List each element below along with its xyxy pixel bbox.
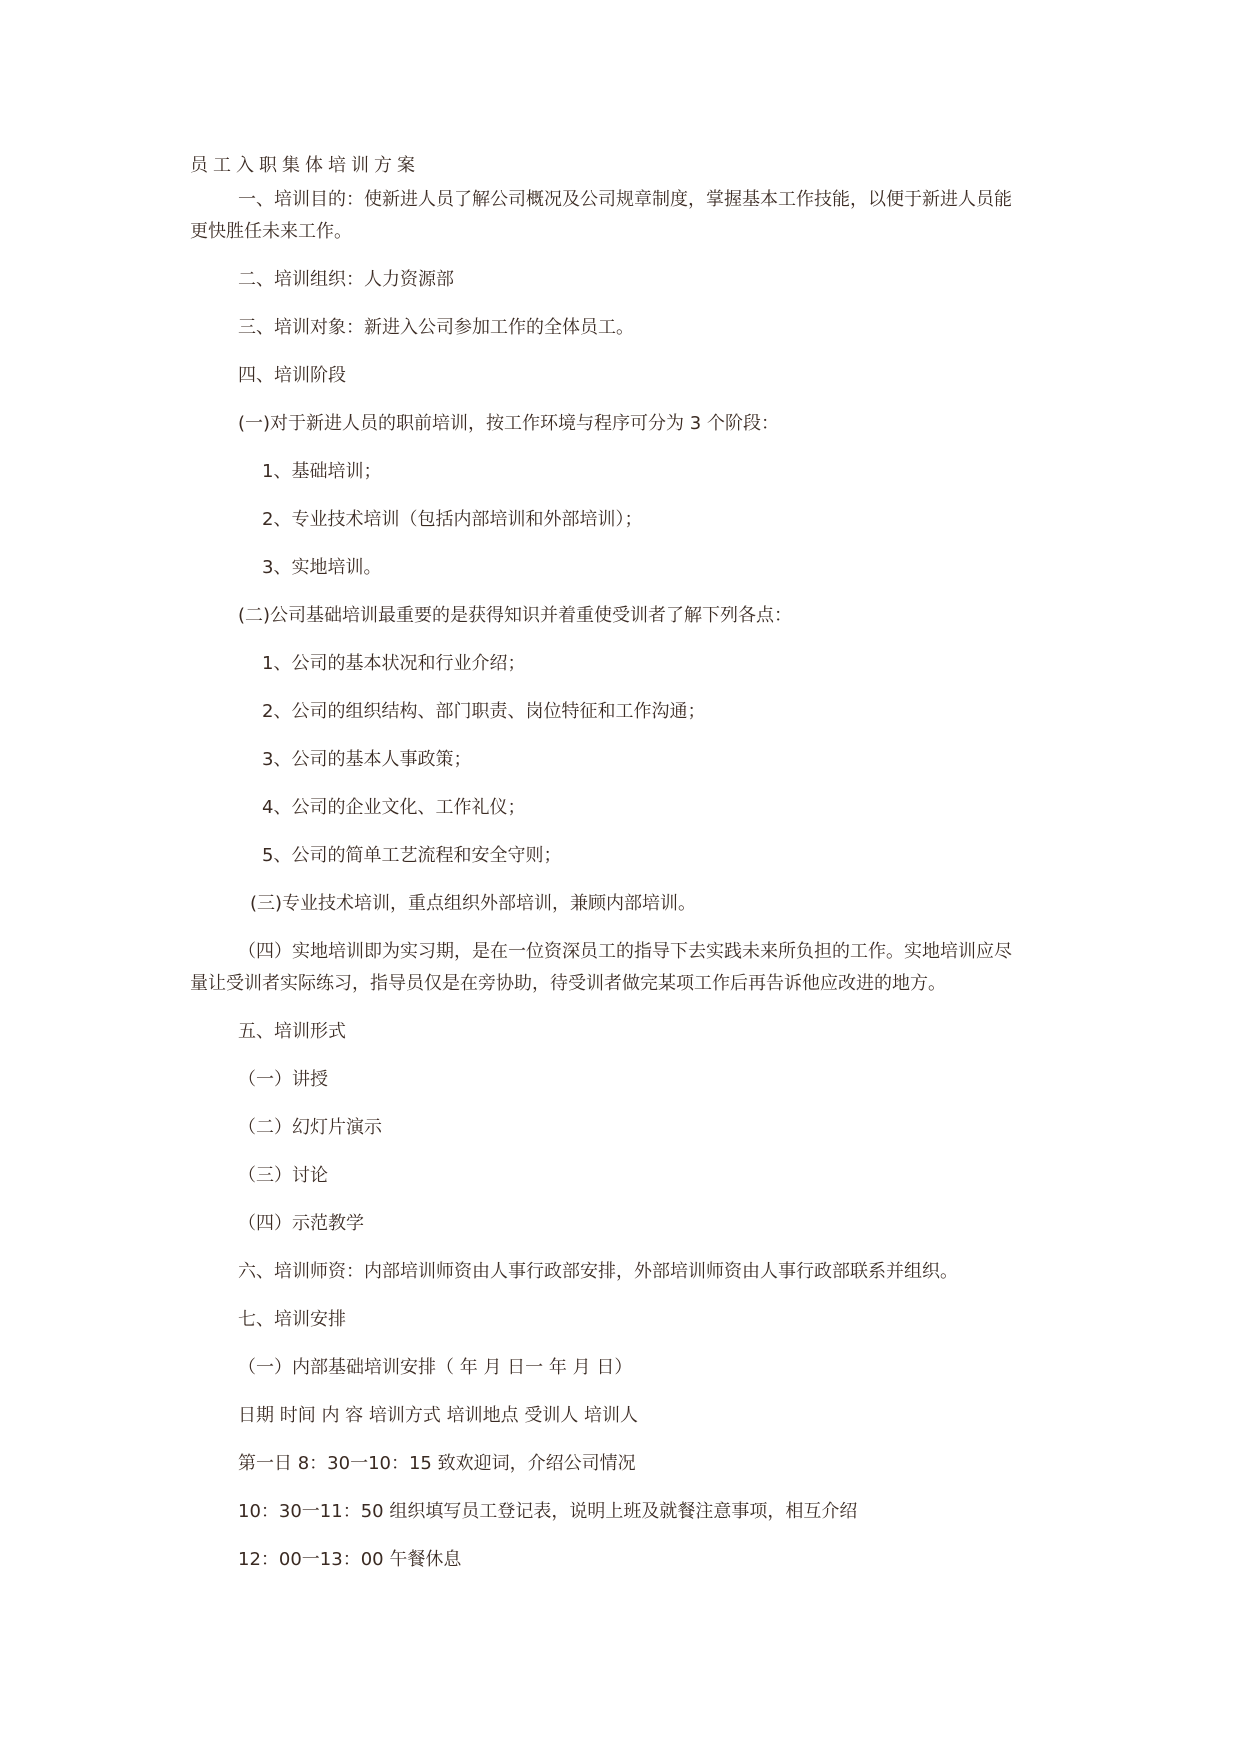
paragraph-line: 1、公司的基本状况和行业介绍； [262, 653, 526, 674]
paragraph-line: 2、公司的组织结构、部门职责、岗位特征和工作沟通； [262, 701, 706, 722]
paragraph-line: 5、公司的简单工艺流程和安全守则； [262, 845, 562, 866]
paragraph-line: 五、培训形式 [238, 1021, 346, 1042]
paragraph-line: 3、公司的基本人事政策； [262, 749, 472, 770]
paragraph-line: 3、实地培训。 [262, 557, 382, 578]
paragraph-line: (二)公司基础培训最重要的是获得知识并着重使受训者了解下列各点： [238, 605, 793, 626]
paragraph-line: 2、专业技术培训（包括内部培训和外部培训）； [262, 509, 643, 530]
paragraph-line: 三、培训对象：新进入公司参加工作的全体员工。 [238, 317, 634, 338]
paragraph-line: 更快胜任未来工作。 [190, 221, 352, 242]
paragraph-line: （四）实地培训即为实习期，是在一位资深员工的指导下去实践未来所负担的工作。实地培训应尽 [238, 941, 1012, 962]
paragraph-line: 12：00一13：00 午餐休息 [238, 1549, 462, 1570]
paragraph-line: (三)专业技术培训，重点组织外部培训，兼顾内部培训。 [250, 893, 697, 914]
paragraph-line: 1、基础培训； [262, 461, 382, 482]
paragraph-line: （一）内部基础培训安排（ 年 月 日一 年 月 日） [238, 1357, 633, 1378]
paragraph-line: 二、培训组织：人力资源部 [238, 269, 454, 290]
paragraph-line: 量让受训者实际练习，指导员仅是在旁协助，待受训者做完某项工作后再告诉他应改进的地方。 [190, 973, 946, 994]
paragraph-line: 七、培训安排 [238, 1309, 346, 1330]
paragraph-line: （四）示范教学 [238, 1213, 364, 1234]
paragraph-line: 第一日 8：30一10：15 致欢迎词，介绍公司情况 [238, 1453, 636, 1474]
paragraph-line: 六、培训师资：内部培训师资由人事行政部安排，外部培训师资由人事行政部联系并组织。 [238, 1261, 958, 1282]
paragraph-line: (一)对于新进人员的职前培训，按工作环境与程序可分为 3 个阶段： [238, 413, 779, 434]
document-title: 员工入职集体培训方案 [190, 155, 420, 176]
paragraph-line: （三）讨论 [238, 1165, 328, 1186]
paragraph-line: 一、培训目的：使新进人员了解公司概况及公司规章制度，掌握基本工作技能，以便于新进人员能 [238, 189, 1012, 210]
paragraph-line: 日期 时间 内 容 培训方式 培训地点 受训人 培训人 [238, 1405, 639, 1426]
paragraph-line: （一）讲授 [238, 1069, 328, 1090]
paragraph-line: 4、公司的企业文化、工作礼仪； [262, 797, 526, 818]
paragraph-line: 10：30一11：50 组织填写员工登记表，说明上班及就餐注意事项，相互介绍 [238, 1501, 858, 1522]
paragraph-line: （二）幻灯片演示 [238, 1117, 382, 1138]
paragraph-line: 四、培训阶段 [238, 365, 346, 386]
